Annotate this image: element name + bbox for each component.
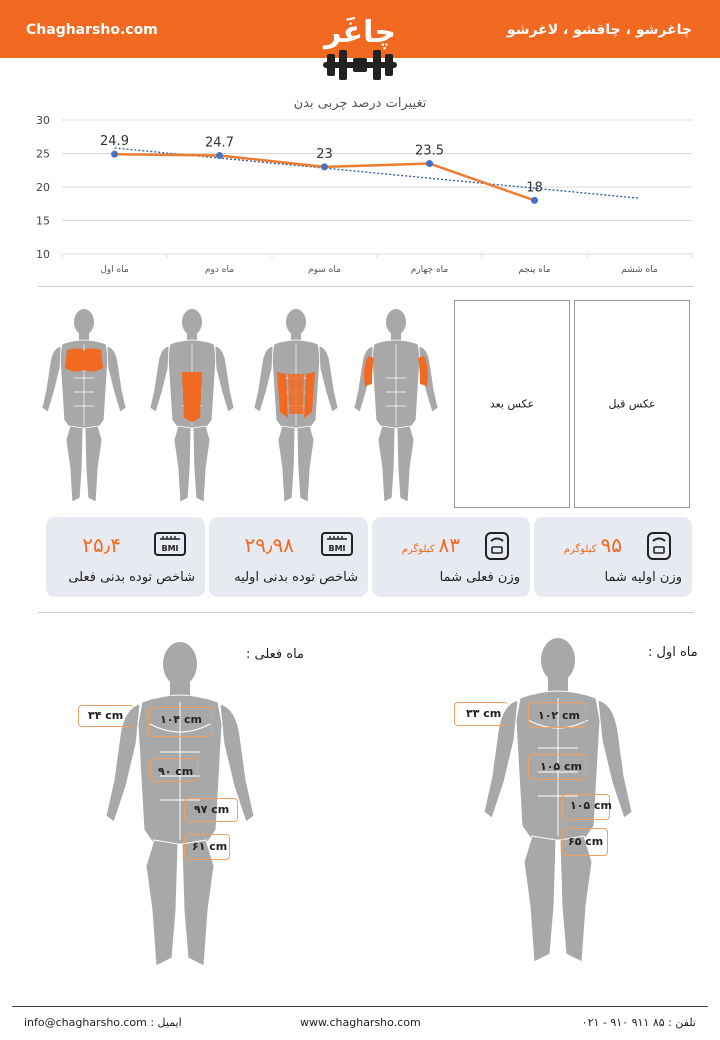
before-photo-box[interactable] — [574, 300, 690, 508]
initial-weight-unit: کیلوگرم — [563, 544, 597, 555]
footer-website[interactable]: www.chagharsho.com — [300, 1016, 421, 1029]
x-tick-label: ماه دوم — [204, 265, 235, 275]
first-chest-measurement: ۱۰۲ cm — [538, 709, 580, 722]
current-hip-measurement: ۹۷ cm — [194, 803, 230, 816]
first-arm-measurement: ۳۳ cm — [466, 707, 502, 720]
data-point — [321, 163, 328, 170]
initial-weight-number: ۹۵ — [600, 533, 622, 557]
data-label: 18 — [526, 180, 543, 196]
current-arm-measurement: ۳۴ cm — [88, 709, 124, 722]
data-point — [216, 152, 223, 159]
initial-bmi-label: شاخص توده بدنی اولیه — [234, 570, 358, 585]
body-fat-chart — [0, 108, 720, 278]
divider — [38, 612, 694, 613]
initial-weight-card — [534, 517, 692, 597]
body-figure-first — [468, 636, 648, 966]
current-bmi-card — [46, 517, 205, 597]
data-label: 23.5 — [415, 143, 444, 159]
after-photo-label: عکس بعد — [489, 397, 535, 411]
bmi-icon — [154, 531, 186, 557]
first-thigh-measurement: ۶۵ cm — [568, 835, 604, 848]
muscle-figure-triceps-back — [346, 308, 446, 510]
current-weight-label: وزن فعلی شما — [439, 570, 520, 585]
body-figure-current — [90, 640, 270, 970]
x-tick-label: ماه پنجم — [518, 265, 551, 275]
data-point — [531, 197, 538, 204]
muscle-figure-chest — [34, 308, 134, 510]
after-photo-box[interactable] — [454, 300, 570, 508]
data-label: 24.7 — [205, 135, 234, 151]
current-waist-measurement: ۹۰ cm — [158, 765, 194, 778]
y-tick-label: 25 — [36, 147, 50, 161]
initial-weight-label: وزن اولیه شما — [604, 570, 682, 585]
y-tick-label: 30 — [36, 114, 50, 127]
y-tick-label: 20 — [36, 181, 50, 194]
data-label: 24.9 — [100, 134, 129, 150]
data-point — [111, 151, 118, 158]
site-name[interactable]: Chagharsho.com — [26, 22, 158, 38]
svg-text:BMI: BMI — [161, 544, 179, 553]
svg-text:BMI: BMI — [328, 544, 346, 553]
x-tick-label: ماه ششم — [621, 265, 658, 275]
y-tick-label: 10 — [36, 248, 50, 261]
current-thigh-measurement: ۶۱ cm — [192, 840, 228, 853]
current-weight-number: ۸۳ — [438, 533, 460, 557]
y-tick-label: 15 — [36, 214, 50, 228]
bmi-icon — [321, 531, 353, 557]
current-chest-measurement: ۱۰۴ cm — [160, 713, 202, 726]
footer-email[interactable]: info@chagharsho.com : ایمیل — [24, 1016, 182, 1029]
chaghar-logo — [305, 4, 415, 90]
current-bmi-value: ۲۵٫۴ — [82, 533, 121, 557]
initial-weight-value — [564, 533, 622, 557]
first-month-label: ماه اول : — [648, 645, 698, 660]
data-label: 23 — [316, 146, 333, 162]
current-bmi-label: شاخص توده بدنی فعلی — [68, 570, 195, 585]
chart-title: تغییرات درصد چربی بدن — [293, 96, 427, 111]
x-tick-label: ماه چهارم — [410, 265, 449, 275]
scale-icon — [646, 531, 672, 561]
footer-phone: تلفن : ۸۵ ۹۱۱ ۹۱۰ - ۰۲۱ — [581, 1016, 696, 1029]
before-photo-label: عکس قبل — [608, 397, 656, 411]
initial-bmi-card — [209, 517, 368, 597]
muscle-figure-abs — [142, 308, 242, 510]
slogan: چاغرشو ، چاقشو ، لاغرشو — [506, 22, 692, 38]
first-waist-measurement: ۱۰۵ cm — [540, 760, 582, 773]
divider — [38, 286, 694, 287]
current-weight-value — [402, 533, 460, 557]
current-weight-card — [372, 517, 530, 597]
x-tick-label: ماه سوم — [308, 265, 341, 275]
current-month-label: ماه فعلی : — [246, 647, 305, 662]
x-tick-label: ماه اول — [100, 265, 129, 275]
svg-text:چاغَر: چاغَر — [323, 15, 397, 50]
muscle-figure-obliques — [246, 308, 346, 510]
footer-divider — [12, 1006, 708, 1007]
scale-icon — [484, 531, 510, 561]
initial-bmi-value: ۲۹٫۹۸ — [244, 533, 294, 557]
first-hip-measurement: ۱۰۵ cm — [570, 799, 612, 812]
data-point — [426, 160, 433, 167]
current-weight-unit: کیلوگرم — [401, 544, 435, 555]
